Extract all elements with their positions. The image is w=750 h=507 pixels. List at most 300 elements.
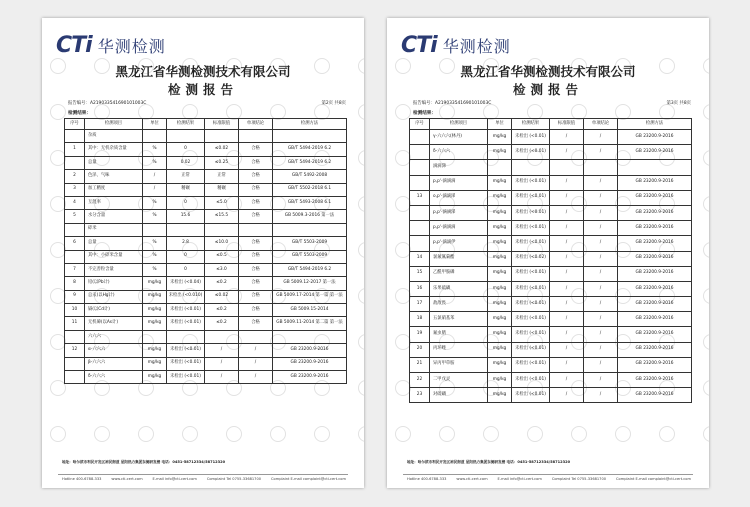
test-result: 未检出 (<0.01): [512, 266, 550, 281]
unit: mg/kg: [143, 371, 167, 384]
results-table: [409, 118, 692, 403]
test-method: GB 5009.3-2016 第一法: [273, 210, 347, 223]
contact-item: Hotline 400-6788-333: [407, 477, 447, 481]
conclusion: /: [584, 388, 618, 403]
test-method: GB 23200.9-2016: [618, 251, 692, 266]
watermark-seal-icon: [615, 426, 631, 442]
test-result: 未检出 (<0.01): [167, 371, 205, 384]
watermark-seal-icon: [314, 426, 330, 442]
test-result: 正常: [167, 170, 205, 183]
row-number: 7: [65, 263, 85, 276]
unit: mg/kg: [488, 297, 512, 312]
test-result: 未检出 (<0.01): [512, 342, 550, 357]
report-title: 检测报告: [167, 82, 238, 97]
test-item: 总汞(以Hg计): [85, 290, 143, 303]
test-method: [273, 330, 347, 343]
row-number: 19: [410, 327, 430, 342]
standard-limit: /: [550, 175, 584, 190]
test-item: γ-六六六(林丹): [430, 130, 488, 145]
conclusion: /: [584, 175, 618, 190]
table-row: [410, 145, 692, 160]
unit: mg/kg: [488, 175, 512, 190]
table-row: [410, 342, 692, 357]
test-item: 乙酰甲胺磷: [430, 266, 488, 281]
row-number: 22: [410, 373, 430, 388]
test-method: GB/T 5493-2008 6.1: [273, 196, 347, 209]
standard-limit: /: [550, 342, 584, 357]
standard-limit: /: [550, 221, 584, 236]
test-result: 未检出 (<0.01): [512, 388, 550, 403]
logo-name: 华测检测: [442, 36, 511, 56]
table-row: [410, 357, 692, 372]
conclusion: 合格: [239, 250, 273, 263]
footer-divider: [58, 474, 348, 475]
table-header-row: [65, 119, 347, 130]
unit: mg/kg: [488, 327, 512, 342]
test-result: 未检出 (<0.01): [512, 145, 550, 160]
standard-limit: /: [550, 373, 584, 388]
unit: %: [143, 210, 167, 223]
conclusion: /: [584, 236, 618, 251]
unit: %: [143, 250, 167, 263]
watermark-seal-icon: [571, 426, 587, 442]
results-label: 检测结果：: [413, 111, 436, 116]
table-row: [410, 266, 692, 281]
conclusion: 合格: [239, 263, 273, 276]
standard-limit: /: [205, 344, 239, 357]
footer-contacts: [407, 477, 691, 481]
table-row: [410, 221, 692, 236]
row-number: 2: [65, 170, 85, 183]
unit: mg/kg: [488, 312, 512, 327]
test-method: GB 5009.15-2014: [273, 304, 347, 317]
row-number: [65, 330, 85, 343]
test-result: 未检出 (<0.01): [512, 373, 550, 388]
conclusion: [584, 160, 618, 175]
conclusion: /: [584, 190, 618, 205]
test-method: GB 23200.9-2016: [618, 281, 692, 296]
results-label: 检测结果：: [68, 111, 91, 116]
test-item: 氟虫腈: [430, 327, 488, 342]
table-row: [410, 281, 692, 296]
test-result: [512, 160, 550, 175]
test-item: 互混率: [85, 196, 143, 209]
standard-limit: 精碾: [205, 183, 239, 196]
standard-limit: /: [550, 190, 584, 205]
test-item: 六六六: [85, 330, 143, 343]
watermark-seal-icon: [703, 334, 709, 350]
test-item: 杂质: [85, 130, 143, 143]
table-row: [410, 373, 692, 388]
table-row: [410, 388, 692, 403]
column-header-row-number: 序号: [410, 119, 430, 130]
test-item: δ-六六六: [430, 145, 488, 160]
table-row: [410, 236, 692, 251]
test-item: p,p'-滴滴涕: [430, 205, 488, 220]
conclusion: /: [584, 342, 618, 357]
conclusion: /: [239, 344, 273, 357]
standard-limit: ≤0.2: [205, 304, 239, 317]
watermark-seal-icon: [182, 426, 198, 442]
table-row: [65, 143, 347, 156]
unit: mg/kg: [488, 388, 512, 403]
test-method: GB 23200.9-2016: [618, 373, 692, 388]
unit: mg/kg: [143, 277, 167, 290]
unit: mg/kg: [143, 357, 167, 370]
standard-limit: ≤10.0: [205, 237, 239, 250]
test-result: 2.8: [167, 237, 205, 250]
column-header-test-item: 检测项目: [430, 119, 488, 130]
test-result: 未检出 (<0.01): [512, 205, 550, 220]
table-row: [65, 317, 347, 330]
contact-item: Complaint Tel 0755-33681700: [206, 477, 262, 481]
unit: mg/kg: [488, 190, 512, 205]
table-row: [65, 196, 347, 209]
conclusion: 合格: [239, 170, 273, 183]
standard-limit: /: [550, 281, 584, 296]
test-method: GB 23200.9-2016: [618, 312, 692, 327]
report-number: 报告编号：A219033541690101003C: [68, 101, 147, 106]
report-meta: [68, 100, 346, 106]
standard-limit: /: [550, 312, 584, 327]
test-result: 未检出 (<0.01): [167, 317, 205, 330]
test-method: GB 23200.9-2016: [618, 221, 692, 236]
row-number: [65, 250, 85, 263]
row-number: 16: [410, 281, 430, 296]
test-item: 总量: [85, 156, 143, 169]
report-page-2: [42, 18, 364, 488]
test-item: p,p'-滴滴滴: [430, 175, 488, 190]
test-method: GB/T 5503-2009: [273, 237, 347, 250]
test-method: GB 23200.9-2016: [618, 236, 692, 251]
standard-limit: /: [550, 130, 584, 145]
table-row: [65, 330, 347, 343]
table-row: [65, 170, 347, 183]
test-result: [167, 130, 205, 143]
standard-limit: ≤3.0: [205, 263, 239, 276]
row-number: [410, 205, 430, 220]
test-method: GB 23200.9-2016: [618, 190, 692, 205]
contact-item: www.cti-cert.com: [456, 477, 488, 481]
unit: %: [143, 156, 167, 169]
unit: %: [143, 196, 167, 209]
standard-limit: ≤0.25: [205, 156, 239, 169]
unit: mg/kg: [143, 317, 167, 330]
standard-limit: /: [550, 388, 584, 403]
table-row: [65, 156, 347, 169]
test-item: p,p'-滴滴滴: [430, 221, 488, 236]
column-header-unit: 单位: [143, 119, 167, 130]
test-item: 丙环唑: [430, 342, 488, 357]
test-method: [618, 160, 692, 175]
watermark-seal-icon: [703, 196, 709, 212]
page-number: 第2页 共8页: [321, 101, 346, 106]
unit: [143, 130, 167, 143]
row-number: 15: [410, 266, 430, 281]
test-item: 水分含量: [85, 210, 143, 223]
column-header-test-method: 检测方法: [618, 119, 692, 130]
test-item: α-六六六: [85, 344, 143, 357]
table-row: [65, 263, 347, 276]
table-row: [410, 190, 692, 205]
conclusion: [239, 330, 273, 343]
table-row: [65, 210, 347, 223]
unit: mg/kg: [488, 281, 512, 296]
contact-item: E-mail info@cti-cert.com: [152, 477, 197, 481]
test-method: GB 23200.9-2016: [618, 175, 692, 190]
row-number: 8: [65, 277, 85, 290]
test-result: 未检出 (<0.02): [512, 251, 550, 266]
table-row: [65, 237, 347, 250]
test-method: GB 23200.9-2016: [618, 130, 692, 145]
column-header-conclusion: 单项结论: [584, 119, 618, 130]
test-item: 异丙甲草胺: [430, 357, 488, 372]
row-number: 1: [65, 143, 85, 156]
conclusion: /: [584, 130, 618, 145]
row-number: [65, 357, 85, 370]
standard-limit: ≤0.02: [205, 290, 239, 303]
watermark-seal-icon: [703, 150, 709, 166]
standard-limit: /: [550, 266, 584, 281]
test-result: 未检出 (<0.01): [512, 130, 550, 145]
column-header-standard-limit: 标准限值: [550, 119, 584, 130]
test-item: p,p'-滴滴伊: [430, 236, 488, 251]
conclusion: /: [239, 371, 273, 384]
report-page-3: [387, 18, 709, 488]
watermark-seal-icon: [138, 426, 154, 442]
test-item: 其中：无机杂质含量: [85, 143, 143, 156]
test-item: δ-六六六: [85, 371, 143, 384]
standard-limit: ≤0.2: [205, 277, 239, 290]
test-method: GB 5009.17-2014 第一篇 第一法: [273, 290, 347, 303]
table-row: [65, 277, 347, 290]
column-header-test-result: 检测结果: [512, 119, 550, 130]
watermark-seal-icon: [358, 334, 364, 350]
column-header-unit: 单位: [488, 119, 512, 130]
test-result: [167, 330, 205, 343]
column-header-test-result: 检测结果: [167, 119, 205, 130]
row-number: [65, 130, 85, 143]
test-method: GB 23200.9-2016: [618, 357, 692, 372]
test-method: [273, 130, 347, 143]
table-row: [410, 175, 692, 190]
standard-limit: ≤0.02: [205, 143, 239, 156]
standard-limit: /: [550, 357, 584, 372]
test-item: 镉(以Cd计): [85, 304, 143, 317]
row-number: [65, 156, 85, 169]
test-method: GB 23200.9-2016: [273, 371, 347, 384]
test-result: 未检出 (<0.01): [167, 304, 205, 317]
unit: %: [143, 143, 167, 156]
standard-limit: /: [550, 205, 584, 220]
conclusion: 合格: [239, 277, 273, 290]
test-item: 对硫磷: [430, 388, 488, 403]
test-item: 无机砷(以As计): [85, 317, 143, 330]
unit: mg/kg: [488, 130, 512, 145]
table-row: [65, 130, 347, 143]
report-meta: [413, 100, 691, 106]
watermark-seal-icon: [358, 242, 364, 258]
test-result: 精碾: [167, 183, 205, 196]
table-row: [65, 290, 347, 303]
conclusion: 合格: [239, 143, 273, 156]
watermark-seal-icon: [439, 426, 455, 442]
conclusion: 合格: [239, 156, 273, 169]
test-item: 乐果硫磷: [430, 281, 488, 296]
test-result: 0.02: [167, 156, 205, 169]
test-item: 其中：小碎米含量: [85, 250, 143, 263]
page-number: 第3页 共8页: [666, 101, 691, 106]
row-number: 13: [410, 190, 430, 205]
row-number: 18: [410, 312, 430, 327]
cti-logo: [401, 32, 511, 58]
table-row: [65, 223, 347, 236]
footer-divider: [403, 474, 693, 475]
unit: [488, 160, 512, 175]
test-result: 未检出 (<0.01): [512, 190, 550, 205]
report-number: 报告编号：A219033541690101003C: [413, 101, 492, 106]
conclusion: [239, 223, 273, 236]
row-number: 21: [410, 357, 430, 372]
conclusion: /: [239, 357, 273, 370]
watermark-seal-icon: [226, 426, 242, 442]
watermark-seal-icon: [703, 242, 709, 258]
test-method: GB 23200.9-2016: [618, 205, 692, 220]
row-number: 23: [410, 388, 430, 403]
row-number: 20: [410, 342, 430, 357]
test-method: GB 23200.9-2016: [618, 327, 692, 342]
watermark-seal-icon: [659, 426, 675, 442]
conclusion: /: [584, 357, 618, 372]
standard-limit: /: [550, 251, 584, 266]
column-header-row-number: 序号: [65, 119, 85, 130]
conclusion: /: [584, 312, 618, 327]
conclusion: /: [584, 266, 618, 281]
table-row: [65, 344, 347, 357]
unit: mg/kg: [488, 342, 512, 357]
standard-limit: /: [550, 236, 584, 251]
footer-address: 地址：哈尔滨市利民开发区裕民街道 星阳热力集团东侧研发楼 电话：0451-58712334/58712320: [407, 460, 571, 464]
contact-item: www.cti-cert.com: [111, 477, 143, 481]
test-result: 15.6: [167, 210, 205, 223]
test-result: [167, 223, 205, 236]
logo-name: 华测检测: [97, 36, 166, 56]
test-method: GB 5009.11-2014 第二篇 第一法: [273, 317, 347, 330]
unit: mg/kg: [488, 236, 512, 251]
table-row: [410, 251, 692, 266]
conclusion: 合格: [239, 317, 273, 330]
test-method: GB 23200.9-2016: [273, 344, 347, 357]
test-method: GB 5009.12-2017 第一法: [273, 277, 347, 290]
watermark-seal-icon: [358, 426, 364, 442]
contact-item: E-mail info@cti-cert.com: [497, 477, 542, 481]
company-name: 黑龙江省华测检测技术有限公司: [115, 64, 291, 79]
conclusion: /: [584, 145, 618, 160]
row-number: 14: [410, 251, 430, 266]
test-method: GB 23200.9-2016: [618, 297, 692, 312]
table-row: [410, 160, 692, 175]
unit: /: [143, 183, 167, 196]
test-item: 敌敌畏: [430, 297, 488, 312]
unit: %: [143, 263, 167, 276]
test-method: GB 23200.9-2016: [618, 342, 692, 357]
test-method: GB/T 5503-2009: [273, 250, 347, 263]
unit: mg/kg: [488, 205, 512, 220]
unit: [143, 223, 167, 236]
standard-limit: /: [205, 357, 239, 370]
column-header-test-method: 检测方法: [273, 119, 347, 130]
table-row: [65, 357, 347, 370]
row-number: 4: [65, 196, 85, 209]
test-item: 铅(以Pb计): [85, 277, 143, 290]
row-number: [65, 223, 85, 236]
report-title: 检测报告: [512, 82, 583, 97]
cti-logo: [56, 32, 166, 58]
watermark-seal-icon: [483, 426, 499, 442]
unit: mg/kg: [143, 304, 167, 317]
test-result: 0: [167, 250, 205, 263]
standard-limit: ≤0.5: [205, 250, 239, 263]
test-method: GB/T 5494-2019 6.2: [273, 143, 347, 156]
test-item: o,p'-滴滴涕: [430, 190, 488, 205]
table-row: [65, 183, 347, 196]
table-row: [65, 371, 347, 384]
conclusion: /: [584, 251, 618, 266]
unit: %: [143, 237, 167, 250]
column-header-test-item: 检测项目: [85, 119, 143, 130]
test-method: GB/T 5492-2008: [273, 170, 347, 183]
contact-item: Complaint Tel 0755-33681700: [551, 477, 607, 481]
standard-limit: [205, 330, 239, 343]
conclusion: 合格: [239, 183, 273, 196]
test-method: GB/T 5494-2019 6.2: [273, 263, 347, 276]
row-number: 12: [65, 344, 85, 357]
watermark-seal-icon: [358, 150, 364, 166]
table-row: [410, 327, 692, 342]
standard-limit: [205, 223, 239, 236]
conclusion: /: [584, 297, 618, 312]
test-method: GB 23200.9-2016: [273, 357, 347, 370]
conclusion: /: [584, 281, 618, 296]
conclusion: 合格: [239, 210, 273, 223]
company-name: 黑龙江省华测检测技术有限公司: [460, 64, 636, 79]
test-method: GB 23200.9-2016: [618, 145, 692, 160]
unit: mg/kg: [488, 145, 512, 160]
test-method: [273, 223, 347, 236]
row-number: [410, 145, 430, 160]
conclusion: 合格: [239, 304, 273, 317]
test-item: 五氯硝基苯: [430, 312, 488, 327]
standard-limit: /: [550, 327, 584, 342]
unit: mg/kg: [488, 221, 512, 236]
test-method: GB 23200.9-2016: [618, 388, 692, 403]
table-header-row: [410, 119, 692, 130]
unit: mg/kg: [143, 344, 167, 357]
row-number: 10: [65, 304, 85, 317]
test-method: GB/T 5502-2018 6.1: [273, 183, 347, 196]
watermark-seal-icon: [395, 426, 411, 442]
conclusion: /: [584, 221, 618, 236]
watermark-seal-icon: [358, 380, 364, 396]
contact-item: Hotline 400-6788-333: [62, 477, 102, 481]
test-result: 0: [167, 143, 205, 156]
unit: mg/kg: [488, 266, 512, 281]
watermark-seal-icon: [703, 104, 709, 120]
test-result: 未检出 (<0.04): [167, 277, 205, 290]
table-row: [410, 297, 692, 312]
row-number: 6: [65, 237, 85, 250]
row-number: [65, 371, 85, 384]
